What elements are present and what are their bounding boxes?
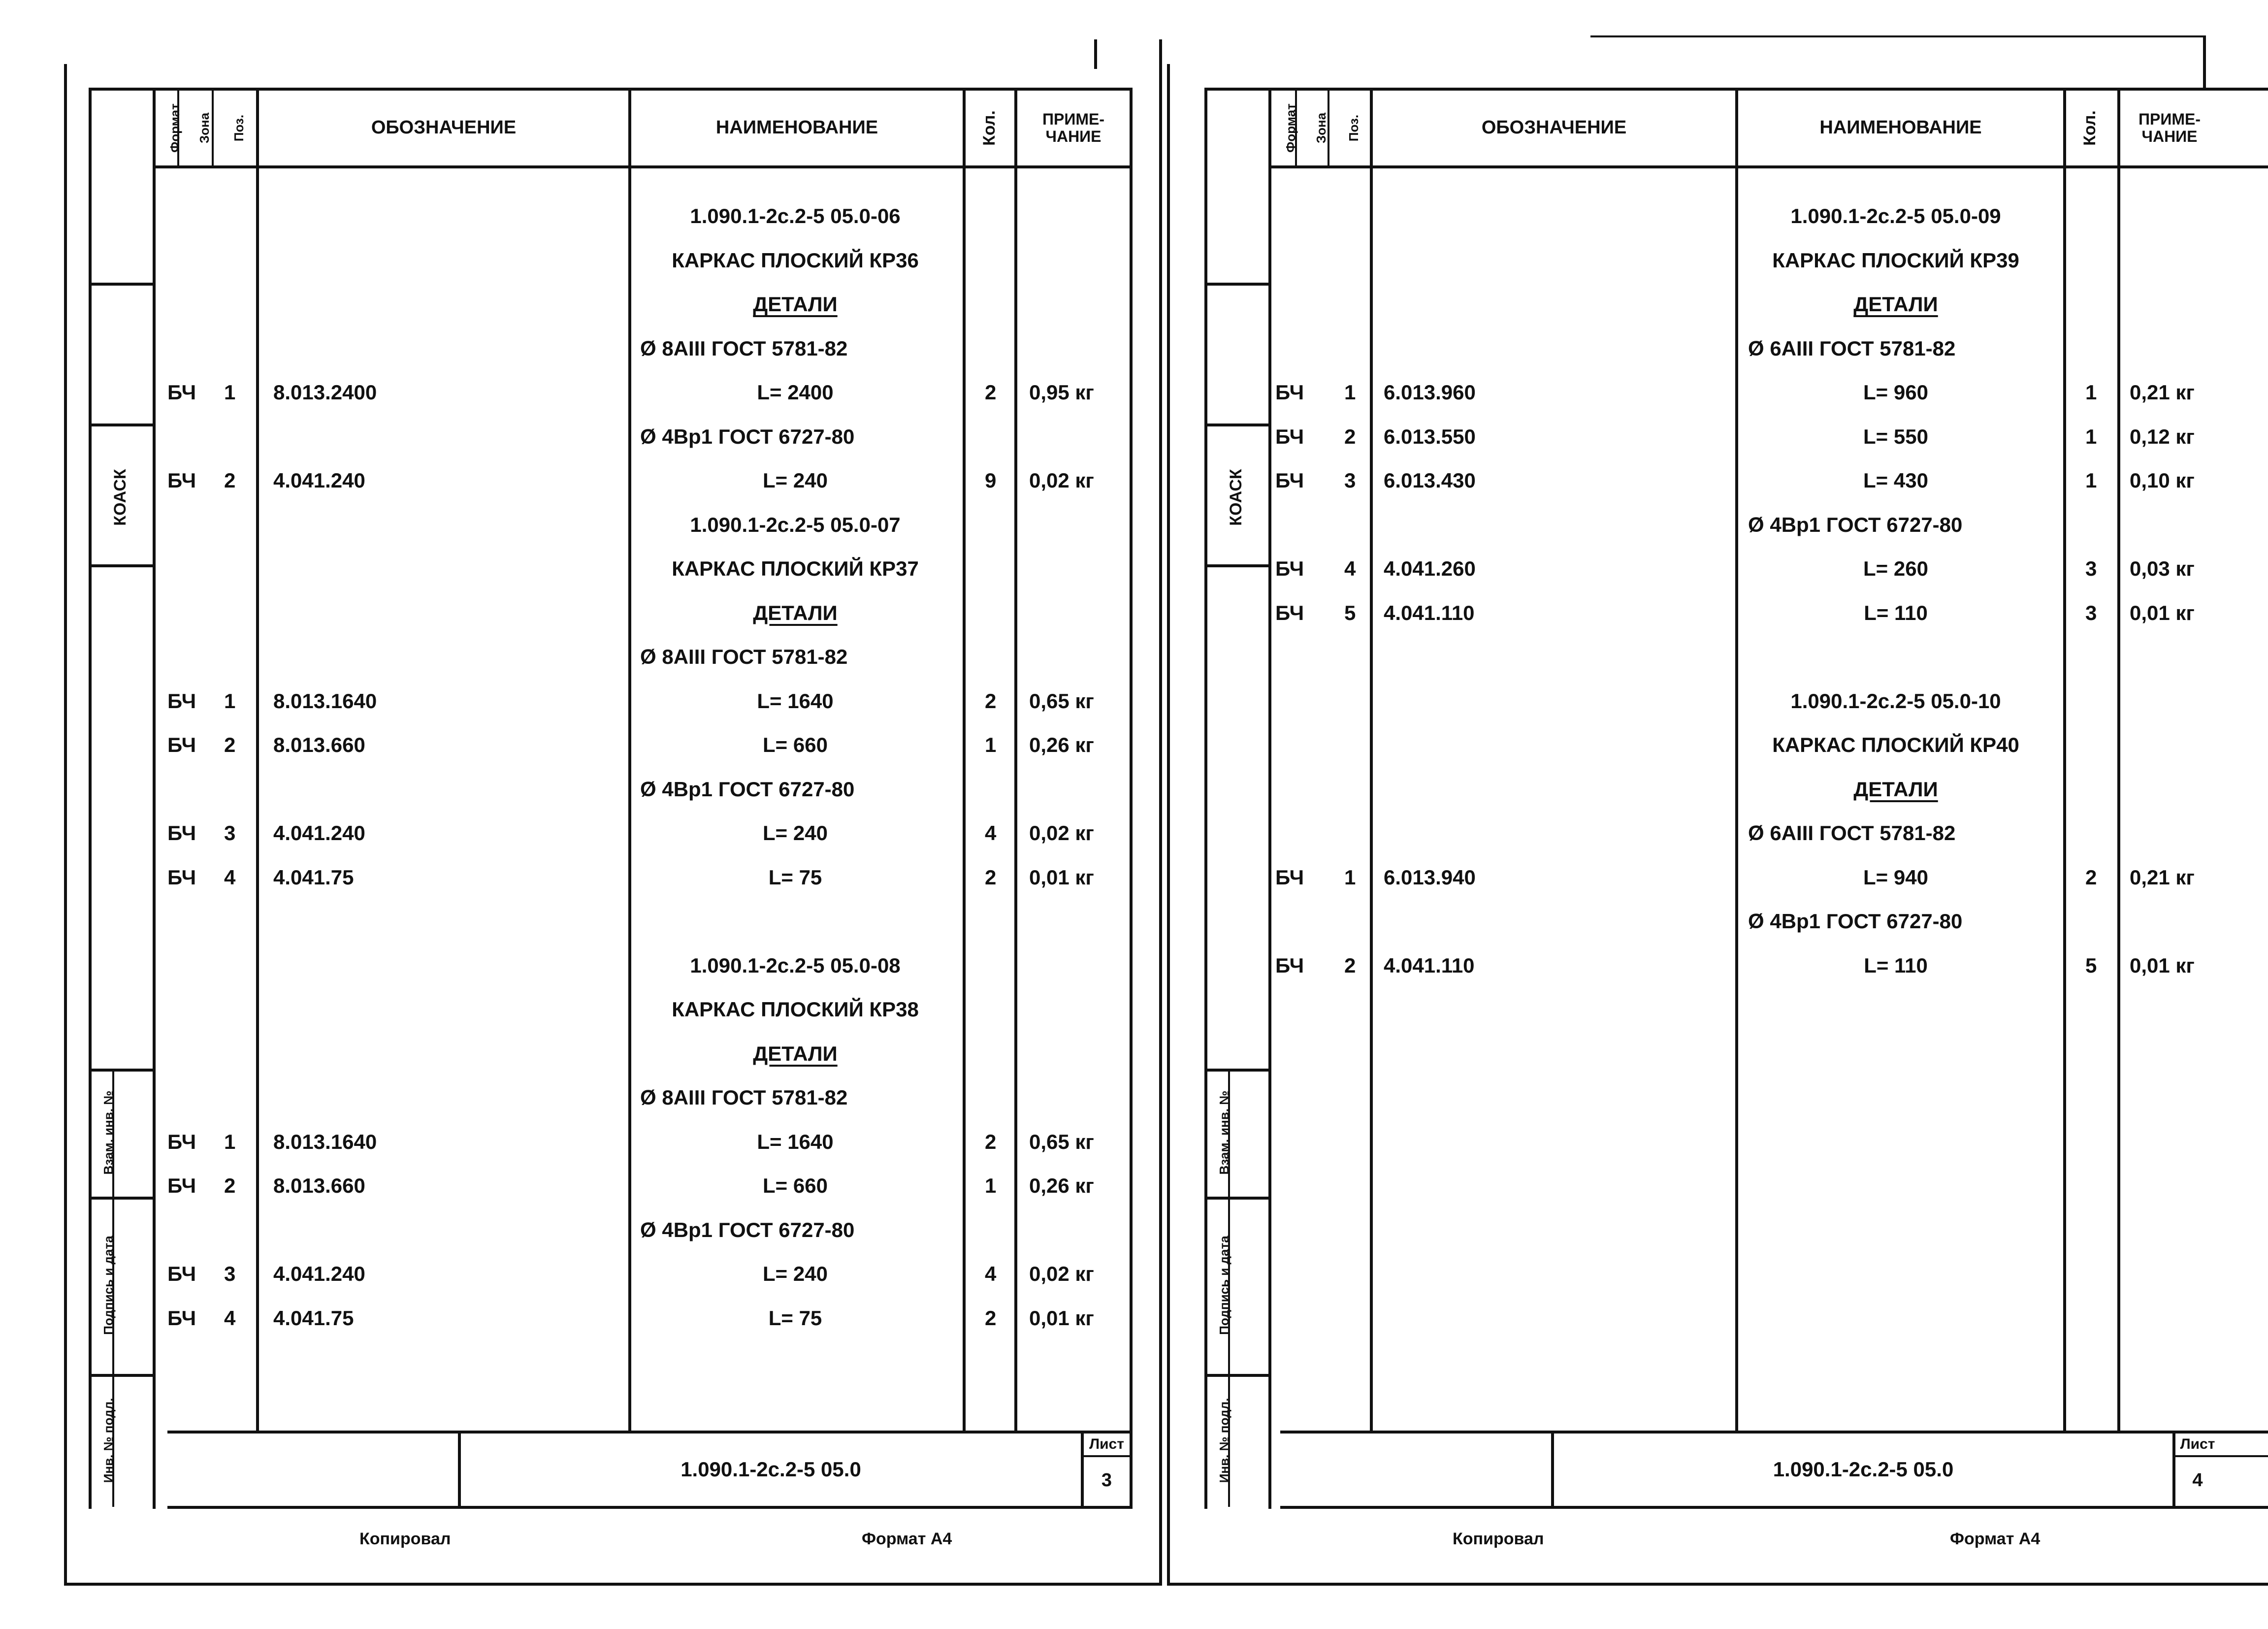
header-zone: Зона xyxy=(197,112,212,144)
row-name: L= 240 xyxy=(763,1262,828,1285)
sheet-left xyxy=(0,0,1133,1629)
row-format: БЧ xyxy=(167,865,196,889)
row-name: Ø 4Вр1 ГОСТ 6727-80 xyxy=(1748,910,1963,933)
row-format: БЧ xyxy=(1275,469,1304,492)
header-zone: Зона xyxy=(1314,112,1328,144)
row-position: 5 xyxy=(1344,601,1356,624)
row-name: L= 1640 xyxy=(757,1130,834,1153)
col-line-qty xyxy=(963,88,966,1434)
col-line-designation xyxy=(256,88,259,1434)
row-name: L= 240 xyxy=(763,469,828,492)
row-position: 4 xyxy=(1344,557,1356,580)
header-note: ПРИМЕ- ЧАНИЕ xyxy=(1042,110,1104,145)
row-designation: 6.013.430 xyxy=(1384,469,1476,492)
row-name: 1.090.1-2с.2-5 05.0-07 xyxy=(690,513,901,536)
row-quantity: 4 xyxy=(985,1262,997,1285)
row-quantity: 2 xyxy=(985,1130,997,1153)
header-qty: Кол. xyxy=(980,110,999,146)
row-position: 3 xyxy=(1344,469,1356,492)
row-note: 0,01 кг xyxy=(1029,865,1094,889)
col-line-name xyxy=(628,88,631,1434)
sheet-number: 4 xyxy=(2192,1470,2203,1491)
row-position: 1 xyxy=(224,1130,236,1153)
inv-no-label: Инв. № подл. xyxy=(101,1398,116,1483)
footer-format: Формат А4 xyxy=(1950,1530,2041,1548)
strip-right xyxy=(153,88,156,1509)
row-name: КАРКАС ПЛОСКИЙ КР37 xyxy=(672,557,919,580)
strip-left xyxy=(1204,88,1207,1509)
row-position: 2 xyxy=(224,469,236,492)
footer-copied: Копировал xyxy=(359,1530,451,1548)
title-block-bottom xyxy=(1280,1506,2268,1509)
row-format: БЧ xyxy=(1275,601,1304,624)
sheet-no-line xyxy=(1081,1455,1133,1457)
doc-code: 1.090.1-2с.2-5 05.0 xyxy=(1773,1458,1954,1481)
row-name: КАРКАС ПЛОСКИЙ КР39 xyxy=(1772,248,2019,272)
col-line-qty xyxy=(2063,88,2066,1434)
row-note: 0,10 кг xyxy=(2130,469,2195,492)
row-designation: 4.041.110 xyxy=(1384,601,1475,624)
frame-tick xyxy=(1094,39,1097,69)
section-heading: ДЕТАЛИ xyxy=(753,1042,838,1065)
row-quantity: 1 xyxy=(985,1174,997,1197)
row-designation: 6.013.940 xyxy=(1384,865,1476,889)
header-designation: ОБОЗНАЧЕНИЕ xyxy=(371,117,517,138)
row-note: 0,26 кг xyxy=(1029,733,1094,756)
frame-bottom xyxy=(64,1583,1162,1586)
row-designation: 6.013.960 xyxy=(1384,381,1476,404)
row-format: БЧ xyxy=(1275,557,1304,580)
row-position: 3 xyxy=(224,1262,236,1285)
row-position: 2 xyxy=(1344,424,1356,448)
row-name: 1.090.1-2с.2-5 05.0-08 xyxy=(690,953,901,977)
row-name: Ø 4Вр1 ГОСТ 6727-80 xyxy=(640,424,855,448)
strip-div-2 xyxy=(89,424,153,426)
row-position: 3 xyxy=(224,821,236,845)
row-format: БЧ xyxy=(167,381,196,404)
row-designation: 4.041.110 xyxy=(1384,953,1475,977)
row-name: L= 75 xyxy=(768,865,822,889)
row-name: КАРКАС ПЛОСКИЙ КР40 xyxy=(1772,733,2019,756)
strip-right xyxy=(1268,88,1271,1509)
row-position: 4 xyxy=(224,1306,236,1330)
row-designation: 8.013.1640 xyxy=(273,689,377,713)
header-name: НАИМЕНОВАНИЕ xyxy=(715,117,878,138)
col-line-pos xyxy=(212,88,214,168)
header-qty: Кол. xyxy=(2080,110,2099,146)
inv-no-label: Инв. № подл. xyxy=(1217,1398,1231,1483)
row-name: КАРКАС ПЛОСКИЙ КР36 xyxy=(672,248,919,272)
row-name: L= 2400 xyxy=(757,381,834,404)
header-bottom xyxy=(153,165,1133,168)
row-note: 0,12 кг xyxy=(2130,424,2195,448)
row-note: 0,95 кг xyxy=(1029,381,1094,404)
header-designation: ОБОЗНАЧЕНИЕ xyxy=(1481,117,1627,138)
strip-div-2 xyxy=(1204,424,1268,426)
sign-date-label: Подпись и дата xyxy=(101,1236,116,1335)
row-name: Ø 6АIII ГОСТ 5781-82 xyxy=(1748,821,1956,845)
row-quantity: 1 xyxy=(985,733,997,756)
row-name: L= 110 xyxy=(1864,953,1928,977)
col-line-designation xyxy=(1370,88,1373,1434)
sheet-label: Лист xyxy=(2180,1435,2215,1452)
row-name: Ø 4Вр1 ГОСТ 6727-80 xyxy=(640,777,855,801)
row-name: L= 1640 xyxy=(757,689,834,713)
strip-div-6 xyxy=(89,1374,153,1377)
row-position: 1 xyxy=(1344,865,1356,889)
footer-format: Формат А4 xyxy=(862,1530,952,1548)
header-name: НАИМЕНОВАНИЕ xyxy=(1819,117,1982,138)
row-note: 0,01 кг xyxy=(2130,601,2195,624)
row-note: 0,21 кг xyxy=(2130,381,2195,404)
row-designation: 4.041.240 xyxy=(273,469,365,492)
row-quantity: 2 xyxy=(985,1306,997,1330)
section-heading: ДЕТАЛИ xyxy=(1853,777,1938,801)
row-position: 1 xyxy=(224,689,236,713)
row-name: Ø 8АIII ГОСТ 5781-82 xyxy=(640,336,848,360)
row-format: БЧ xyxy=(167,821,196,845)
section-heading: ДЕТАЛИ xyxy=(753,293,838,316)
row-name: L= 940 xyxy=(1863,865,1928,889)
row-quantity: 9 xyxy=(985,469,997,492)
header-note: ПРИМЕ- ЧАНИЕ xyxy=(2138,110,2201,145)
sign-date-label: Подпись и дата xyxy=(1217,1236,1231,1335)
row-name: L= 660 xyxy=(763,1174,828,1197)
row-note: 0,65 кг xyxy=(1029,689,1094,713)
row-format: БЧ xyxy=(167,689,196,713)
row-designation: 6.013.550 xyxy=(1384,424,1476,448)
row-format: БЧ xyxy=(167,1262,196,1285)
row-designation: 4.041.240 xyxy=(273,821,365,845)
row-format: БЧ xyxy=(167,1306,196,1330)
row-note: 0,21 кг xyxy=(2130,865,2195,889)
strip-left xyxy=(89,88,92,1509)
row-quantity: 3 xyxy=(2085,601,2097,624)
strip-div-6 xyxy=(1204,1374,1268,1377)
col-line-name xyxy=(1735,88,1738,1434)
vzam-inv-label: Взам. инв. № xyxy=(101,1090,116,1175)
header-pos: Поз. xyxy=(231,114,246,142)
row-name: Ø 4Вр1 ГОСТ 6727-80 xyxy=(640,1218,855,1241)
row-name: L= 110 xyxy=(1864,601,1928,624)
row-name: L= 660 xyxy=(763,733,828,756)
row-quantity: 3 xyxy=(2085,557,2097,580)
strip-div-3 xyxy=(1204,564,1268,567)
row-name: 1.090.1-2с.2-5 05.0-09 xyxy=(1790,204,2001,228)
row-format: БЧ xyxy=(1275,865,1304,889)
row-designation: 4.041.75 xyxy=(273,1306,354,1330)
row-name: L= 550 xyxy=(1863,424,1928,448)
row-format: БЧ xyxy=(1275,381,1304,404)
row-quantity: 1 xyxy=(2085,469,2097,492)
header-format: Формат xyxy=(167,103,182,153)
strip-div-3 xyxy=(89,564,153,567)
row-name: Ø 8АIII ГОСТ 5781-82 xyxy=(640,645,848,668)
strip-div-1 xyxy=(89,283,153,286)
col-line-note xyxy=(1014,88,1017,1434)
strip-div-4 xyxy=(1204,1069,1268,1072)
row-position: 1 xyxy=(224,381,236,404)
row-quantity: 1 xyxy=(2085,381,2097,404)
row-format: БЧ xyxy=(1275,424,1304,448)
vzam-inv-label: Взам. инв. № xyxy=(1217,1090,1231,1175)
row-name: 1.090.1-2с.2-5 05.0-06 xyxy=(690,204,901,228)
row-designation: 4.041.75 xyxy=(273,865,354,889)
row-format: БЧ xyxy=(167,733,196,756)
row-quantity: 4 xyxy=(985,821,997,845)
row-format: БЧ xyxy=(167,1130,196,1153)
side-stamp: КОАСК xyxy=(111,469,130,526)
row-designation: 8.013.2400 xyxy=(273,381,377,404)
row-note: 0,01 кг xyxy=(1029,1306,1094,1330)
row-position: 1 xyxy=(1344,381,1356,404)
row-name: КАРКАС ПЛОСКИЙ КР38 xyxy=(672,998,919,1021)
row-quantity: 2 xyxy=(985,689,997,713)
row-note: 0,65 кг xyxy=(1029,1130,1094,1153)
row-quantity: 2 xyxy=(985,865,997,889)
row-format: БЧ xyxy=(1275,953,1304,977)
row-format: БЧ xyxy=(167,1174,196,1197)
footer-copied: Копировал xyxy=(1453,1530,1544,1548)
row-format: БЧ xyxy=(167,469,196,492)
row-name: L= 75 xyxy=(768,1306,822,1330)
section-heading: ДЕТАЛИ xyxy=(753,601,838,624)
row-note: 0,02 кг xyxy=(1029,821,1094,845)
row-position: 2 xyxy=(224,733,236,756)
sheet-label: Лист xyxy=(1089,1435,1124,1452)
row-note: 0,02 кг xyxy=(1029,469,1094,492)
row-position: 2 xyxy=(1344,953,1356,977)
row-name: 1.090.1-2с.2-5 05.0-10 xyxy=(1790,689,2001,713)
row-name: Ø 4Вр1 ГОСТ 6727-80 xyxy=(1748,513,1963,536)
side-stamp: КОАСК xyxy=(1227,469,1245,526)
sheet-right xyxy=(1133,0,2265,1629)
row-designation: 8.013.660 xyxy=(273,733,365,756)
row-name: L= 240 xyxy=(763,821,828,845)
header-format: Формат xyxy=(1283,103,1298,153)
row-name: Ø 8АIII ГОСТ 5781-82 xyxy=(640,1086,848,1109)
strip-div-5 xyxy=(1204,1197,1268,1200)
frame-left xyxy=(64,64,67,1586)
title-block-bottom xyxy=(167,1506,1133,1509)
row-designation: 8.013.1640 xyxy=(273,1130,377,1153)
row-name: L= 960 xyxy=(1863,381,1928,404)
row-position: 4 xyxy=(224,865,236,889)
row-note: 0,26 кг xyxy=(1029,1174,1094,1197)
row-designation: 8.013.660 xyxy=(273,1174,365,1197)
row-note: 0,02 кг xyxy=(1029,1262,1094,1285)
sheet-number: 3 xyxy=(1101,1470,1112,1491)
row-designation: 4.041.260 xyxy=(1384,557,1476,580)
row-quantity: 2 xyxy=(985,381,997,404)
strip-div-5 xyxy=(89,1197,153,1200)
row-name: Ø 6АIII ГОСТ 5781-82 xyxy=(1748,336,1956,360)
row-quantity: 5 xyxy=(2085,953,2097,977)
col-line-note xyxy=(2117,88,2120,1434)
row-quantity: 1 xyxy=(2085,424,2097,448)
row-note: 0,03 кг xyxy=(2130,557,2195,580)
row-name: L= 430 xyxy=(1863,469,1928,492)
sheet-no-line xyxy=(2172,1455,2268,1457)
doc-code: 1.090.1-2с.2-5 05.0 xyxy=(680,1458,861,1481)
row-note: 0,01 кг xyxy=(2130,953,2195,977)
row-position: 2 xyxy=(224,1174,236,1197)
strip-div-4 xyxy=(89,1069,153,1072)
row-name: L= 260 xyxy=(1863,557,1928,580)
row-designation: 4.041.240 xyxy=(273,1262,365,1285)
section-heading: ДЕТАЛИ xyxy=(1853,293,1938,316)
header-pos: Поз. xyxy=(1346,114,1361,142)
strip-div-1 xyxy=(1204,283,1268,286)
row-quantity: 2 xyxy=(2085,865,2097,889)
